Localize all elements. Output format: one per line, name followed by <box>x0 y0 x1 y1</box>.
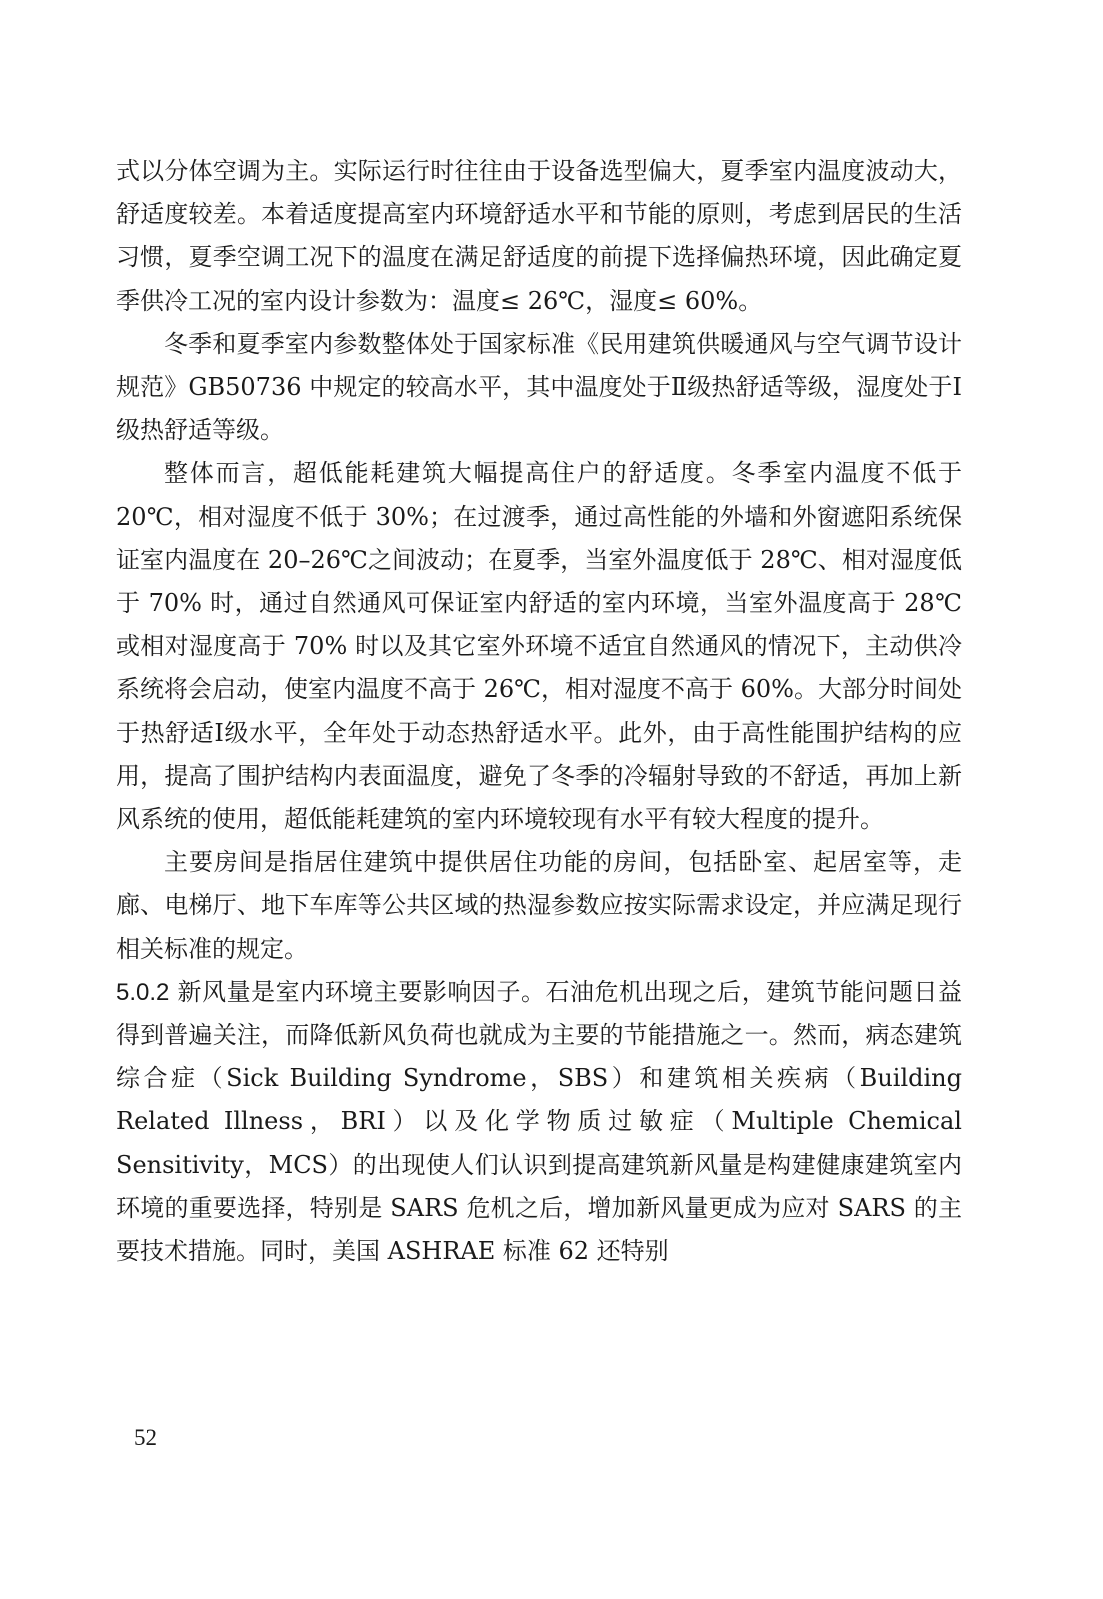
clause-text: 新风量是室内环境主要影响因子。石油危机出现之后，建筑节能问题日益得到普遍关注，而降低新风负荷也就成为主要的节能措施之一。然而，病态建筑综合症（Sick Building Syndrome，SBS）和建筑相关疾病（Building Related Illness，BRI）以及化学物质过敏症（Multiple Chemical Sensitivity，MCS）的出现使人们认识到提高建筑新风量是构建健康建筑室内环境的重要选择，特别是 SARS 危机之后，增加新风量更成为应对 SARS 的主要技术措施。同时，美国 ASHRAE 标准 62 还特别 <box>116 977 962 1266</box>
paragraph-main-rooms-definition: 主要房间是指居住建筑中提供居住功能的房间，包括卧室、起居室等，走廊、电梯厅、地下车库等公共区域的热湿参数应按实际需求设定，并应满足现行相关标准的规定。 <box>116 848 962 963</box>
paragraph-summer-design-parameters: 式以分体空调为主。实际运行时往往由于设备选型偏大，夏季室内温度波动大，舒适度较差。本着适度提高室内环境舒适水平和节能的原则，考虑到居民的生活习惯，夏季空调工况下的温度在满足舒适度的前提下选择偏热环境，因此确定夏季供冷工况的室内设计参数为：温度≤ 26℃，湿度≤ 60%。 <box>116 157 962 315</box>
paragraph-clause-5-0-2 <box>116 971 962 1273</box>
clause-number: 5.0.2 <box>116 978 170 1006</box>
page-number: 52 <box>134 1425 157 1450</box>
page-body <box>116 150 962 1273</box>
paragraph-national-standard-comparison: 冬季和夏季室内参数整体处于国家标准《民用建筑供暖通风与空气调节设计规范》GB50736 中规定的较高水平，其中温度处于Ⅱ级热舒适等级，湿度处于Ⅰ级热舒适等级。 <box>116 329 962 445</box>
paragraph-comfort-overview: 整体而言，超低能耗建筑大幅提高住户的舒适度。冬季室内温度不低于 20℃，相对湿度不低于 30%；在过渡季，通过高性能的外墙和外窗遮阳系统保证室内温度在 20–26℃之间波动；在夏季，当室外温度低于 28℃、相对湿度低于 70% 时，通过自然通风可保证室内舒适的室内环境，当室外温度高于 28℃或相对湿度高于 70% 时以及其它室外环境不适宜自然通风的情况下，主动供冷系统将会启动，使室内温度不高于 26℃，相对湿度不高于 60%。大部分时间处于热舒适Ⅰ级水平，全年处于动态热舒适水平。此外，由于高性能围护结构的应用，提高了围护结构内表面温度，避免了冬季的冷辐射导致的不舒适，再加上新风系统的使用，超低能耗建筑的室内环境较现有水平有较大程度的提升。 <box>116 459 962 834</box>
